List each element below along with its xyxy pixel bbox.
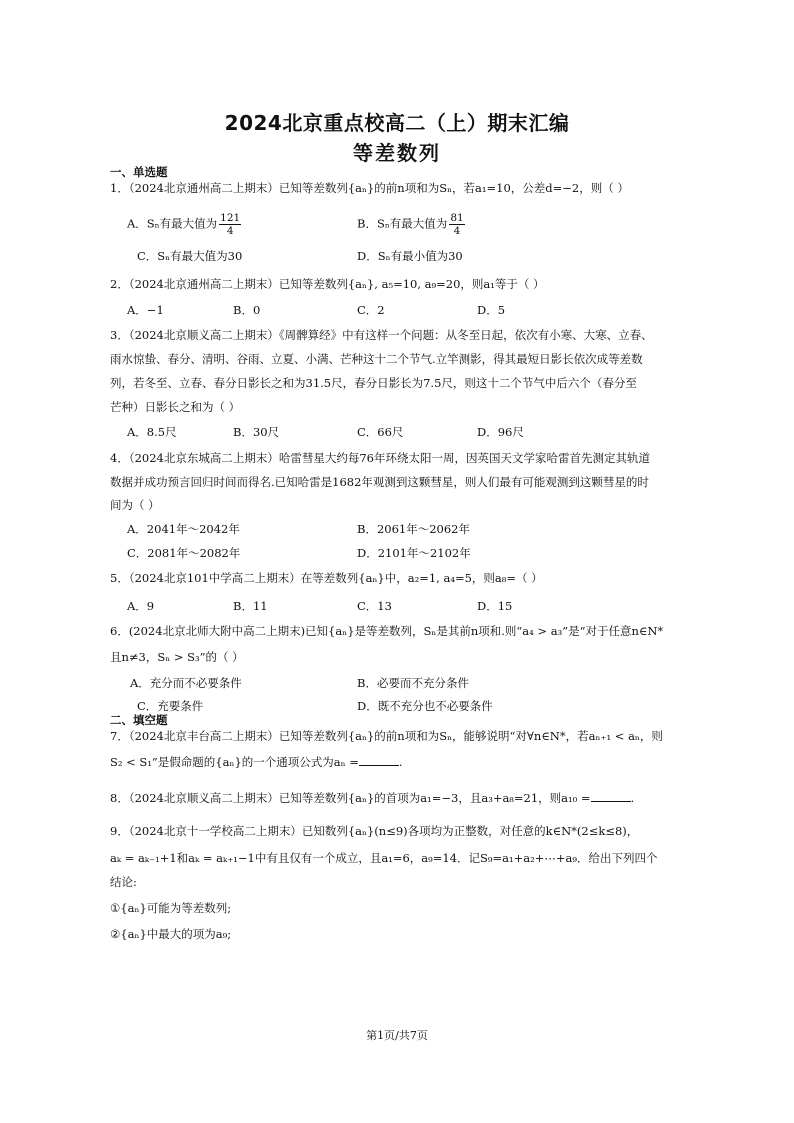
section-heading-single-choice: 一、单选题 [110, 165, 168, 179]
page-number: 第1页/共7页 [366, 1029, 428, 1042]
question-2-option-b: B．0 [233, 303, 261, 317]
question-3-stem-line-4: 芒种）日影长之和为（ ） [110, 400, 241, 414]
question-5-option-d: D．15 [477, 599, 513, 613]
question-9-stem-line-2: aₖ = aₖ₋₁+1和aₖ = aₖ₊₁−1中有且仅有一个成立，且a₁=6，a₉=14．记S₉=a₁+a₂+⋯+a₉．给出下列四个 [110, 851, 658, 865]
question-3-option-a: A．8.5尺 [127, 425, 177, 439]
question-4-option-d: D．2101年～2102年 [357, 546, 471, 560]
question-2-option-c: C．2 [357, 303, 385, 317]
question-4-stem-line-2: 数据并成功预言回归时间而得名.已知哈雷是1682年观测到这颗彗星，则人们最有可能观测到这颗彗星的时 [110, 475, 649, 489]
question-5-option-b: B．11 [233, 599, 268, 613]
question-3-option-d: D．96尺 [477, 425, 524, 439]
question-2-option-a: A．−1 [127, 303, 164, 317]
question-9-stem-line-3: 结论: [110, 875, 137, 889]
question-4-stem-line-1: 4．（2024北京东城高二上期末）哈雷彗星大约每76年环绕太阳一周，因英国天文学家哈雷首先测定其轨道 [110, 451, 650, 465]
question-1-option-c: C．Sₙ有最大值为30 [137, 249, 243, 263]
question-9-stem-line-1: 9．（2024北京十一学校高二上期末）已知数列{aₙ}(n≤9)各项均为正整数，对任意的k∈N*(2≤k≤8)， [110, 824, 639, 838]
answer-blank [359, 754, 399, 766]
section-heading-fill-in: 二、填空题 [110, 713, 168, 727]
document-title: 2024北京重点校高二（上）期末汇编 [224, 111, 570, 135]
question-1-option-a: A．Sₙ有最大值为 $\frac{121}{4}$ [127, 212, 241, 237]
question-4-option-c: C．2081年～2082年 [127, 546, 241, 560]
question-4-stem-line-3: 间为（ ） [110, 498, 160, 512]
question-4-option-b: B．2061年～2062年 [357, 522, 470, 536]
question-1-option-d: D．Sₙ有最小值为30 [357, 249, 463, 263]
question-2-option-d: D．5 [477, 303, 506, 317]
question-3-stem-line-3: 列，若冬至、立春、春分日影长之和为31.5尺，春分日影长为7.5尺，则这十二个节气中后六个（春分至 [110, 376, 637, 390]
question-6-option-d: D．既不充分也不必要条件 [357, 699, 493, 713]
question-6-option-a: A．充分而不必要条件 [130, 676, 242, 690]
question-7-stem-line-1: 7．（2024北京丰台高二上期末）已知等差数列{aₙ}的前n项和为Sₙ，能够说明“对∀n∈N*，若aₙ₊₁ < aₙ，则 [110, 729, 663, 743]
question-6-stem-line-2: 且n≠3，Sₙ > S₃”的（ ） [110, 650, 244, 664]
question-6-option-b: B．必要而不充分条件 [357, 676, 469, 690]
question-5-option-c: C．13 [357, 599, 392, 613]
document-subtitle: 等差数列 [353, 141, 441, 165]
question-5-option-a: A．9 [127, 599, 155, 613]
answer-blank [591, 790, 631, 802]
question-6-option-c: C．充要条件 [137, 699, 204, 713]
question-3-option-c: C．66尺 [357, 425, 404, 439]
question-5-stem: 5．（2024北京101中学高二上期末）在等差数列{aₙ}中，a₂=1, a₄=5，则a₈=（ ） [110, 571, 543, 585]
question-6-stem-line-1: 6．(2024北京北师大附中高二上期末)已知{aₙ}是等差数列，Sₙ是其前n项和.则“a₄ > a₃”是“对于任意n∈N* [110, 624, 664, 638]
question-3-stem-line-1: 3．（2024北京顺义高二上期末）《周髀算经》中有这样一个问题：从冬至日起，依次有小寒、大寒、立春、 [110, 328, 653, 342]
question-3-stem-line-2: 雨水惊蛰、春分、清明、谷雨、立夏、小满、芒种这十二个节气.立竿测影，得其最短日影长依次成等差数 [110, 352, 643, 366]
question-3-option-b: B．30尺 [233, 425, 280, 439]
question-1-stem: 1．（2024北京通州高二上期末）已知等差数列{aₙ}的前n项和为Sₙ，若a₁=10，公差d=−2，则（ ） [110, 181, 629, 195]
question-9-conclusion-1: ①{aₙ}可能为等差数列; [110, 901, 232, 915]
question-9-conclusion-2: ②{aₙ}中最大的项为a₉; [110, 927, 232, 941]
question-7-stem-line-2: S₂ < S₁”是假命题的{aₙ}的一个通项公式为aₙ = . [110, 755, 403, 769]
question-1-option-b: B．Sₙ有最大值为 $\frac{81}{4}$ [357, 212, 464, 237]
question-8-stem: 8．（2024北京顺义高二上期末）已知等差数列{aₙ}的首项为a₁=−3，且a₃+a₈=21，则a₁₀ = . [110, 791, 635, 805]
question-2-stem: 2．（2024北京通州高二上期末）已知等差数列{aₙ}, a₅=10, a₉=20，则a₁等于（ ） [110, 277, 545, 291]
question-4-option-a: A．2041年～2042年 [127, 522, 240, 536]
